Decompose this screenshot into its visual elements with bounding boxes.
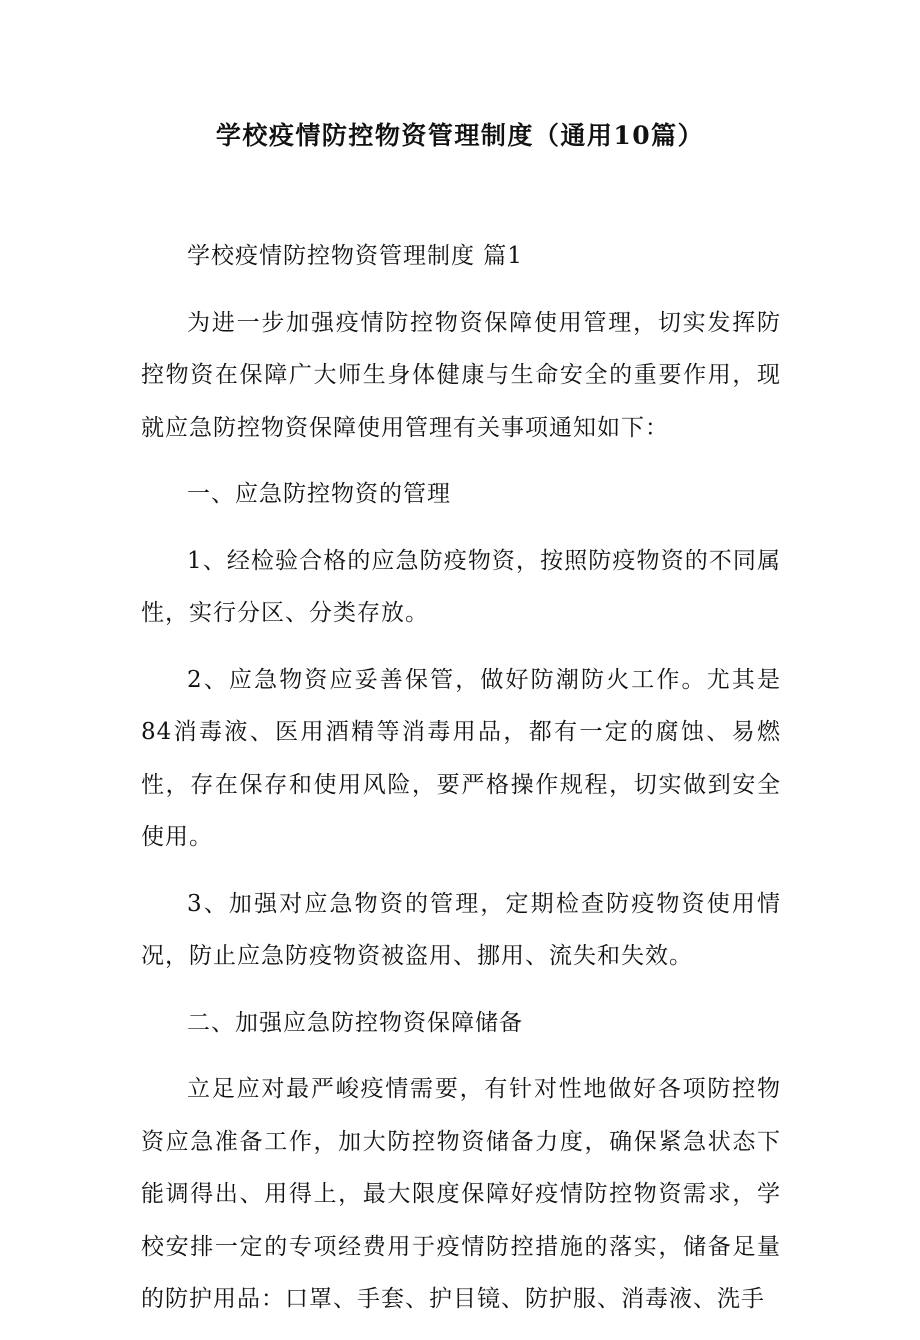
reserve-paragraph: 立足应对最严峻疫情需要，有针对性地做好各项防控物资应急准备工作，加大防控物资储备力度，确保紧急状态下能调得出、用得上，最大限度保障好疫情防控物资需求，学校安排一定的专项经费用于疫情防控措施的落实，储备足量的防护用品：口罩、手套、护目镜、防护服、消毒液、洗手 — [141, 1076, 781, 1312]
rule-paragraph-2: 2、应急物资应妥善保管，做好防潮防火工作。尤其是84消毒液、医用酒精等消毒用品，都有一定的腐蚀、易燃性，存在保存和使用风险，要严格操作规程，切实做到安全使用。 — [141, 666, 781, 850]
intro-paragraph: 为进一步加强疫情防控物资保障使用管理，切实发挥防控物资在保障广大师生身体健康与生命安全的重要作用，现就应急防控物资保障使用管理有关事项通知如下： — [141, 309, 781, 441]
section-heading-reserve: 二、加强应急防控物资保障储备 — [187, 1009, 523, 1036]
section-heading-management: 一、应急防控物资的管理 — [187, 481, 451, 507]
section-heading-part-1: 学校疫情防控物资管理制度 篇1 — [187, 243, 523, 269]
rule-paragraph-3: 3、加强对应急物资的管理，定期检查防疫物资使用情况，防止应急防疫物资被盗用、挪用、流失和失效。 — [141, 890, 781, 969]
rule-paragraph-1: 1、经检验合格的应急防疫物资，按照防疫物资的不同属性，实行分区、分类存放。 — [141, 547, 781, 626]
document-body — [141, 230, 781, 1340]
document-title: 学校疫情防控物资管理制度（通用10篇） — [215, 121, 705, 150]
